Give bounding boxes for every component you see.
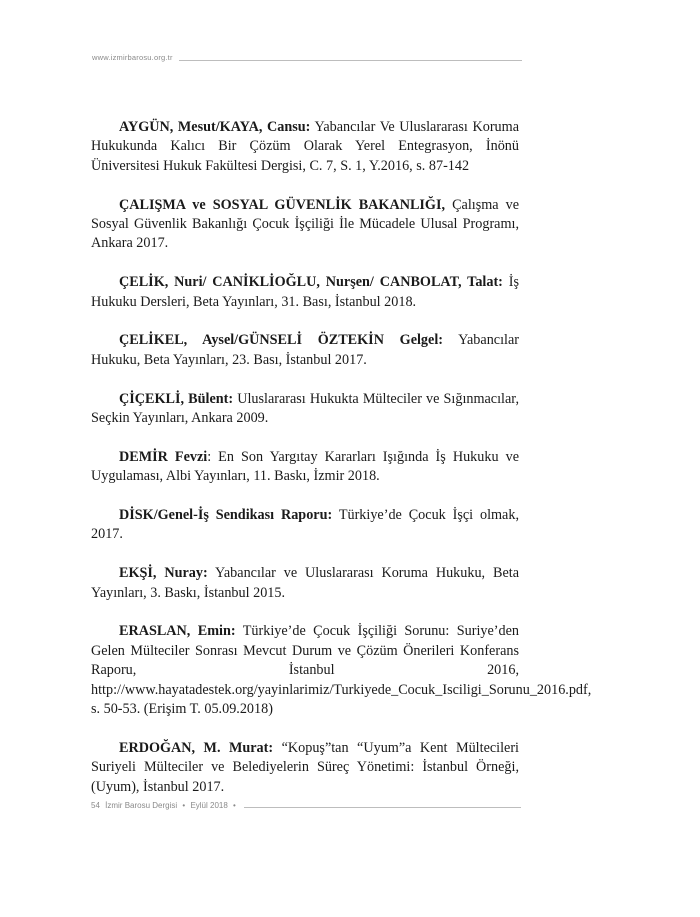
reference-author: EKŞİ, Nuray: xyxy=(119,565,208,582)
reference-author: ÇELİK, Nuri/ CANİKLİOĞLU, Nurşen/ CANBOLAT, Talat: xyxy=(119,274,503,291)
reference-author: AYGÜN, Mesut/KAYA, Cansu: xyxy=(119,119,311,135)
reference-author: DEMİR Fevzi xyxy=(119,448,208,465)
page-footer xyxy=(91,801,521,815)
reference-item xyxy=(91,564,519,603)
reference-item xyxy=(91,196,519,254)
reference-author: ERDOĞAN, M. Murat: xyxy=(119,739,274,756)
reference-text: Yabancılar Ve Uluslararası Koruma Hukukunda Kalıcı Bir Çözüm Olarak Yerel Entegrasyon, İnönü Üniversitesi Hukuk Fakültesi Dergisi, C. 7, S. 1, Y.2016, s. 87-142 xyxy=(91,119,519,174)
reference-text: Çalışma ve Sosyal Güvenlik Bakanlığı Çocuk İşçiliği İle Mücadele Ulusal Programı, Ankara 2017. xyxy=(91,196,519,252)
footer-trailing-separator: • xyxy=(233,801,236,810)
reference-item xyxy=(91,448,519,487)
page-number: 54 xyxy=(91,801,100,810)
reference-item xyxy=(91,622,592,719)
reference-item xyxy=(91,739,519,797)
reference-text: : En Son Yargıtay Kararları Işığında İş Hukuku ve Uygulaması, Albi Yayınları, 11. Baskı, İzmir 2018. xyxy=(91,448,519,485)
reference-item xyxy=(91,506,519,545)
reference-text: “Kopuş”tan “Uyum”a Kent Mültecileri Suriyeli Mülteciler ve Belediyelerin Süreç Yönetimi: İstanbul Örneği, (Uyum), İstanbul 2017. xyxy=(91,739,520,795)
reference-item xyxy=(91,390,519,429)
reference-text: Yabancılar ve Uluslararası Koruma Hukuku, Beta Yayınları, 3. Baskı, İstanbul 2015. xyxy=(91,565,519,601)
journal-issue: Eylül 2018 xyxy=(190,801,228,810)
reference-author: DİSK/Genel-İş Sendikası Raporu: xyxy=(119,507,333,524)
page-header xyxy=(92,53,522,67)
reference-text: Yabancılar Hukuku, Beta Yayınları, 23. Bası, İstanbul 2017. xyxy=(91,332,519,368)
journal-name: İzmir Barosu Dergisi xyxy=(105,801,178,810)
reference-item xyxy=(91,273,519,312)
footer-text xyxy=(91,801,244,810)
reference-text: Uluslararası Hukukta Mülteciler ve Sığınmacılar, Seçkin Yayınları, Ankara 2009. xyxy=(91,390,519,427)
reference-item xyxy=(91,331,519,370)
reference-author: ÇALIŞMA ve SOSYAL GÜVENLİK BAKANLIĞI, xyxy=(119,196,446,213)
reference-text: Türkiye’de Çocuk İşçi olmak, 2017. xyxy=(91,507,519,543)
reference-text: İş Hukuku Dersleri, Beta Yayınları, 31. Bası, İstanbul 2018. xyxy=(91,274,520,310)
reference-item xyxy=(91,118,519,176)
reference-author: ERASLAN, Emin: xyxy=(119,623,236,640)
reference-list xyxy=(91,118,592,816)
reference-author: ÇİÇEKLİ, Bülent: xyxy=(119,390,234,407)
footer-separator: • xyxy=(182,801,186,810)
header-url: www.izmirbarosu.org.tr xyxy=(92,53,179,62)
reference-text: Türkiye’de Çocuk İşçiliği Sorunu: Suriye’den Gelen Mülteciler Sonrası Mevcut Durum ve Çözüm Önerileri Konferans Raporu, İstanbul 2016, http://www.hayatadestek.org/yayinlarimiz/Turkiyede_Cocuk_Isciligi_Sorunu_2016.pdf, s. 50-53. (Erişim T. 05.09.2018) xyxy=(91,623,592,718)
reference-author: ÇELİKEL, Aysel/GÜNSELİ ÖZTEKİN Gelgel: xyxy=(119,332,443,349)
